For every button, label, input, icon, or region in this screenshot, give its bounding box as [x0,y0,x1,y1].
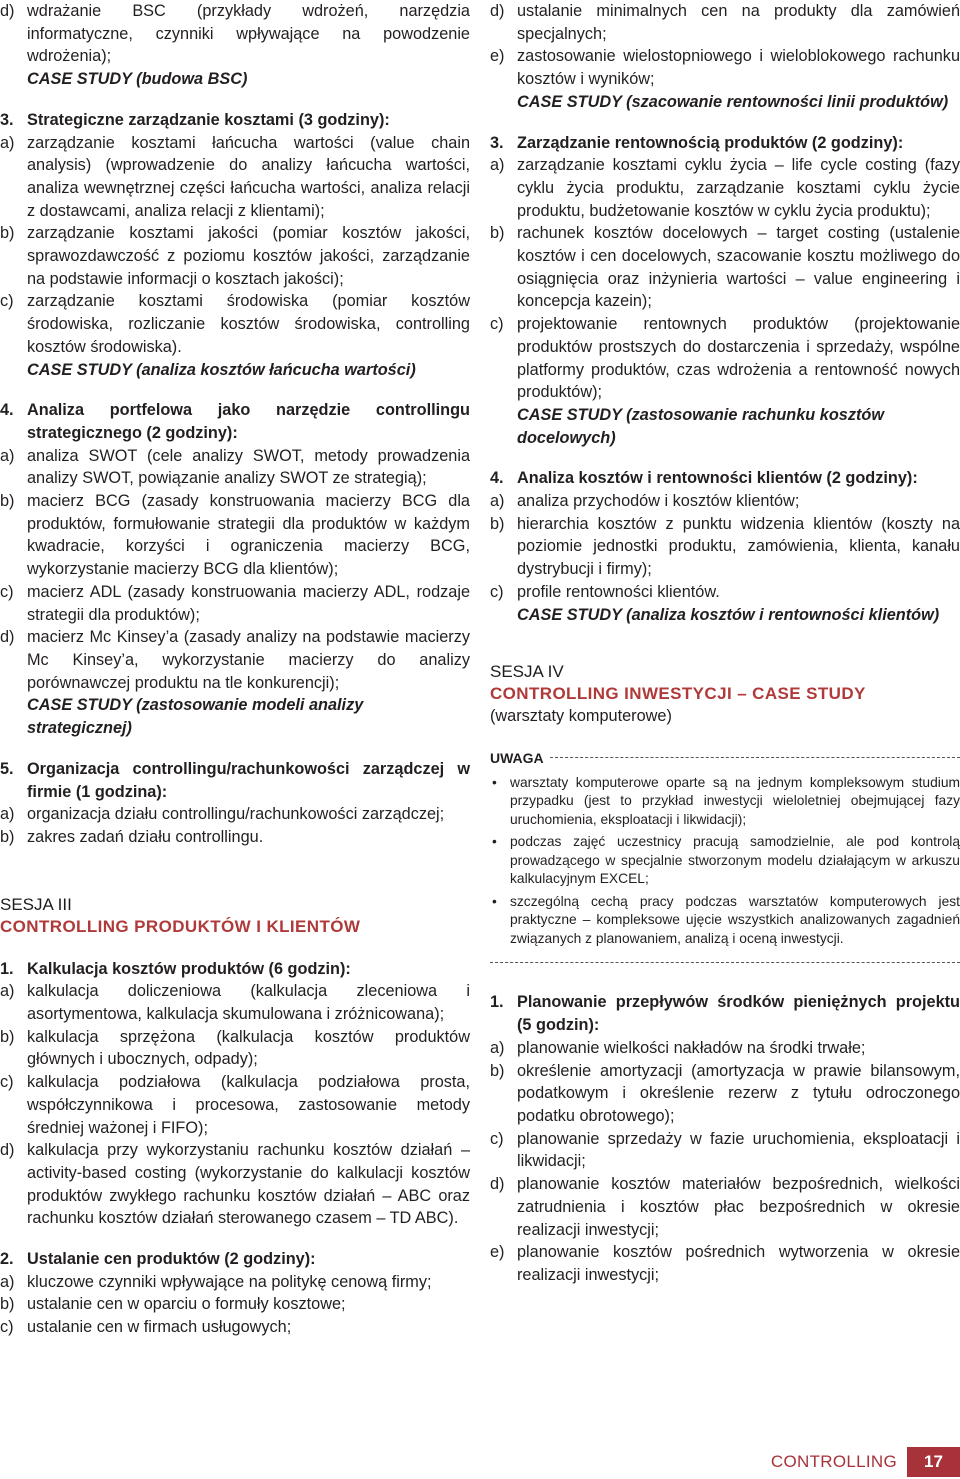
page-footer [771,1447,960,1477]
case-study: CASE STUDY (analiza kosztów i rentowności klientów) [517,605,940,624]
list-item: d) kalkulacja przy wykorzystaniu rachunku kosztów działań – activity-based costing (wykorzystanie do kalkulacji kosztów produktów zwykłego rachunku kosztów działań – ABC oraz rachunku kosztów działań sterowanego czasem – TD ABC). [0,1141,470,1228]
section-heading: 3. Zarządzanie rentownością produktów (2 godziny): [490,133,904,152]
list-item: b) zarządzanie kosztami jakości (pomiar kosztów jakości, sprawozdawczość z poziomu kosztów jakości, zarządzanie na podstawie informacji o kosztach jakości); [0,224,470,288]
session-label: SESJA IV [490,662,564,682]
list-item: c) zarządzanie kosztami środowiska (pomiar kosztów środowiska, rozliczanie kosztów środowiska, controlling kosztów środowiska). [0,292,470,356]
section-heading: 5. Organizacja controllingu/rachunkowości zarządczej w firmie (1 godzina): [0,759,470,801]
section-heading: 3. Strategiczne zarządzanie kosztami (3 godziny): [0,110,390,129]
list-item: a) analiza SWOT (cele analizy SWOT, metody prowadzenia analizy SWOT, powiązanie analizy SWOT ze strategią); [0,446,470,488]
bullet-icon: • [492,774,497,790]
section-heading: 4. Analiza portfelowa jako narzędzie controllingu strategicznego (2 godziny): [0,401,470,442]
case-study: CASE STUDY (analiza kosztów łańcucha wartości) [27,360,416,379]
list-item: c) planowanie sprzedaży w fazie uruchomienia, eksploatacji i likwidacji; [490,1129,960,1171]
list-item: a) zarządzanie kosztami cyklu życia – life cycle costing (fazy cyklu życia produktu, zarządzanie kosztami cyklu życie produktu, budżetowanie kosztów w cyklu życia produktu); [490,156,960,220]
section-heading: 2. Ustalanie cen produktów (2 godziny): [0,1250,316,1269]
note-bullet: • warsztaty komputerowe oparte są na jednym kompleksowym studium przypadku (jest to przykład inwestycji wieloletniej obejmującej fazy uruchomienia, eksploatacji i likwidacji); [490,774,960,830]
list-item: e) planowanie kosztów pośrednich wytworzenia w okresie realizacji inwestycji; [490,1243,960,1284]
section-heading: 4. Analiza kosztów i rentowności klientów (2 godziny): [490,469,918,488]
list-item: c) kalkulacja podziałowa (kalkulacja podziałowa prosta, współczynnikowa i procesowa, zastosowanie metody średniej ważonej i FIFO); [0,1073,470,1137]
dashed-divider [550,757,960,758]
case-study: CASE STUDY (zastosowanie modeli analizy strategicznej) [27,696,364,738]
list-item: a) analiza przychodów i kosztów klientów; [490,492,800,511]
note-header [490,750,960,766]
footer-label: CONTROLLING [770,1452,897,1471]
bullet-icon: • [492,893,497,909]
list-item: b) hierarchia kosztów z punktu widzenia klientów (koszty na poziomie jednostki produktu, zamówienia, klienta, kanału dystrybucji i firmy); [490,514,960,579]
list-item: d) wdrażanie BSC (przykłady wdrożeń, narzędzia informatyczne, czynniki wpływające na powodzenie wdrożenia); [0,2,470,66]
session-title: CONTROLLING INWESTYCJI – CASE STUDY [490,684,866,704]
session-subtitle: (warsztaty komputerowe) [490,707,672,726]
session-label: SESJA III [0,894,72,914]
right-column [490,0,960,1287]
list-item: a) zarządzanie kosztami łańcucha wartości (value chain analysis) (wprowadzenie do analizy łańcucha wartości, analiza wewnętrznej części łańcucha wartości, analiza relacji z dostawcami, analiza relacji z klientami); [0,133,470,220]
note-label: UWAGA [490,749,544,766]
list-item: b) określenie amortyzacji (amortyzacja w prawie bilansowym, podatkowym i określenie rezerw z tytułu odroczonego podatku obrotowego); [490,1061,960,1125]
case-study: CASE STUDY (szacowanie rentowności linii produktów) [517,92,949,111]
list-item: d) planowanie kosztów materiałów bezpośrednich, wielkości zatrudnienia i kosztów płac bezpośrednich w okresie realizacji inwestycji; [490,1175,960,1239]
page-number: 17 [907,1447,960,1477]
bullet-icon: • [492,834,497,850]
list-item: b) ustalanie cen w oparciu o formuły kosztowe; [0,1295,346,1314]
list-item: b) zakres zadań działu controllingu. [0,827,264,846]
list-item: b) rachunek kosztów docelowych – target costing (ustalenie kosztów i cen docelowych, szacowanie kosztu możliwego do osiągnięcia oraz inżynieria wartości – value engineering i koncepcja kazein); [490,224,960,311]
note-bullet: • szczególną cechą pracy podczas warsztatów komputerowych jest praktyczne – kompleksowe ujęcie wszystkich analizowanych zagadnień związanych z planowaniem, analizą i oceną inwestycji. [490,893,960,949]
list-item: c) profile rentowności klientów. [490,582,720,601]
list-item: c) ustalanie cen w firmach usługowych; [0,1318,292,1337]
list-item: b) kalkulacja sprzężona (kalkulacja kosztów produktów głównych i ubocznych, odpady); [0,1027,470,1069]
left-column [0,0,470,1339]
list-item: c) projektowanie rentownych produktów (projektowanie produktów prostszych do dostarczenia i sprzedaży, wspólne platformy produktów, czas wdrożenia a rentowność nowych produktów); [490,315,960,402]
section-heading: 1. Kalkulacja kosztów produktów (6 godzin): [0,959,351,978]
list-item: a) organizacja działu controllingu/rachunkowości zarządczej; [0,805,445,824]
list-item: d) macierz Mc Kinsey’a (zasady analizy na podstawie macierzy Mc Kinsey’a, wykorzystanie macierzy do analizy porównawczej produktu na tle konkurencji); [0,628,470,692]
list-item: a) kluczowe czynniki wpływające na politykę cenową firmy; [0,1272,432,1291]
case-study: CASE STUDY (budowa BSC) [27,70,248,89]
session-title: CONTROLLING PRODUKTÓW I KLIENTÓW [0,916,361,936]
list-item: b) macierz BCG (zasady konstruowania macierzy BCG dla produktów, formułowanie strategii dla produktów w każdym kwadracie, korzyści i ograniczenia macierzy BCG, wykorzystanie macierzy BCG dla klientów); [0,492,470,579]
list-item: c) macierz ADL (zasady konstruowania macierzy ADL, rodzaje strategii dla produktów); [0,582,470,624]
list-item: a) kalkulacja doliczeniowa (kalkulacja zleceniowa i asortymentowa, kalkulacja skumulowana i zróżnicowana); [0,982,470,1024]
section-heading: 1. Planowanie przepływów środków pieniężnych projektu (5 godzin): [490,993,960,1035]
list-item: d) ustalanie minimalnych cen na produkty dla zamówień specjalnych; [490,2,960,43]
note-bullet: • podczas zajęć uczestnicy pracują samodzielnie, ale pod kontrolą prowadzącego w specjalnie stworzonym modelu działającym w arkuszu kalkulacyjnym EXCEL; [490,833,960,889]
list-item: e) zastosowanie wielostopniowego i wieloblokowego rachunku kosztów i wyników; [490,47,960,89]
case-study: CASE STUDY (zastosowanie rachunku kosztów docelowych) [517,405,885,447]
list-item: a) planowanie wielkości nakładów na środki trwałe; [490,1038,866,1057]
